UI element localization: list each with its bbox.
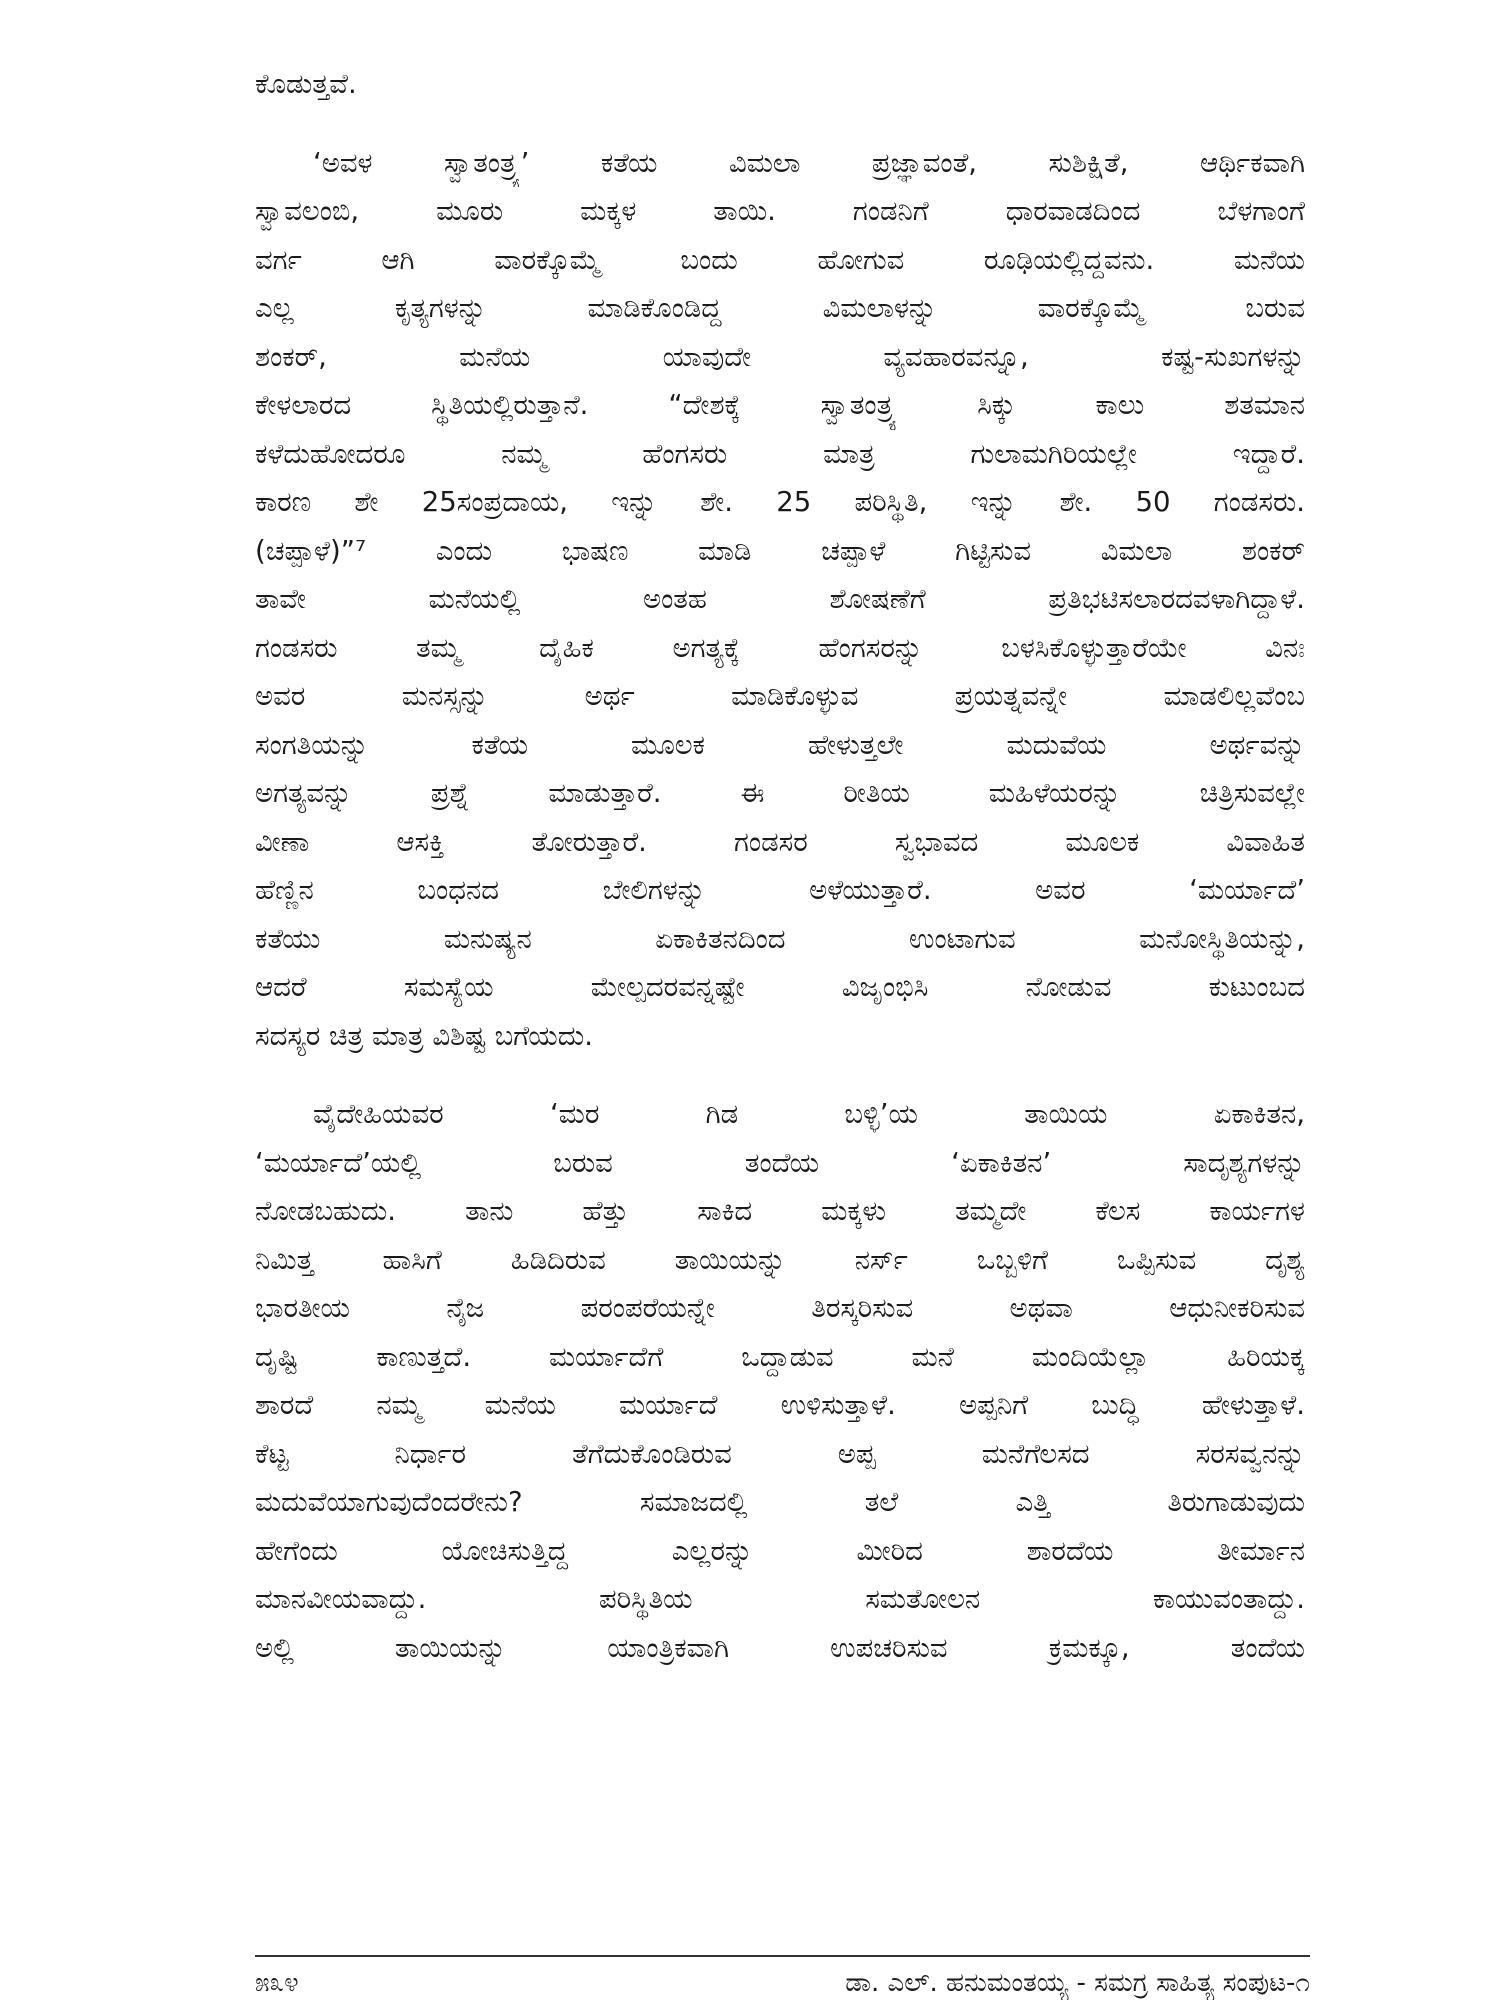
text-line: ಕತೆಯು ಮನುಷ್ಯನ ಏಕಾಕಿತನದಿಂದ ಉಂಟಾಗುವ ಮನೋಸ್ಥಿತಿಯನ್ನು, [255, 922, 1305, 955]
text-line: ಎಲ್ಲ ಕೃತ್ಯಗಳನ್ನು ಮಾಡಿಕೊಂಡಿದ್ದ ವಿಮಲಾಳನ್ನು ವಾರಕ್ಕೊಮ್ಮೆ ಬರುವ [255, 292, 1305, 324]
text-line: ವರ್ಗ ಆಗಿ ವಾರಕ್ಕೊಮ್ಮೆ ಬಂದು ಹೋಗುವ ರೂಢಿಯಲ್ಲಿದ್ದವನು. ಮನೆಯ [255, 243, 1305, 276]
text-line: ಕೇಳಲಾರದ ಸ್ಥಿತಿಯಲ್ಲಿರುತ್ತಾನೆ. “ದೇಶಕ್ಕೆ ಸ್ವಾತಂತ್ರ್ಯ ಸಿಕ್ಕು ಕಾಲು ಶತಮಾನ [255, 389, 1305, 421]
opening-line: ಕೊಡುತ್ತವೆ. [255, 68, 357, 100]
text-line: ಕೆಟ್ಟ ನಿರ್ಧಾರ ತೆಗೆದುಕೊಂಡಿರುವ ಅಪ್ಪ ಮನೆಗೆಲಸದ ಸರಸವ್ವನನ್ನು [255, 1437, 1305, 1470]
text-line: (ಚಪ್ಪಾಳೆ)”⁷ ಎಂದು ಭಾಷಣ ಮಾಡಿ ಚಪ್ಪಾಳೆ ಗಿಟ್ಟಿಸುವ ವಿಮಲಾ ಶಂಕರ್ [255, 534, 1305, 567]
text-line: ದೃಷ್ಟಿ ಕಾಣುತ್ತದೆ. ಮರ್ಯಾದೆಗೆ ಒದ್ದಾಡುವ ಮನೆ ಮಂದಿಯೆಲ್ಲಾ ಹಿರಿಯಕ್ಕ [255, 1340, 1305, 1373]
text-line: ಅವರ ಮನಸ್ಸನ್ನು ಅರ್ಥ ಮಾಡಿಕೊಳ್ಳುವ ಪ್ರಯತ್ನವನ್ನೇ ಮಾಡಲಿಲ್ಲವೆಂಬ [255, 680, 1305, 712]
text-line: ಶಂಕರ್, ಮನೆಯ ಯಾವುದೇ ವ್ಯವಹಾರವನ್ನೂ, ಕಷ್ಟ-ಸುಖಗಳನ್ನು [255, 340, 1305, 373]
text-line: ಹೆಣ್ಣಿನ ಬಂಧನದ ಬೇಲಿಗಳನ್ನು ಅಳೆಯುತ್ತಾರೆ. ಅವರ ‘ಮರ್ಯಾದೆ’ [255, 874, 1305, 906]
text-line: ಸಂಗತಿಯನ್ನು ಕತೆಯ ಮೂಲಕ ಹೇಳುತ್ತಲೇ ಮದುವೆಯ ಅರ್ಥವನ್ನು [255, 728, 1305, 761]
text-line: ‘ಅವಳ ಸ್ವಾತಂತ್ರ್ಯ’ ಕತೆಯ ವಿಮಲಾ ಪ್ರಜ್ಞಾವಂತೆ, ಸುಶಿಕ್ಷಿತೆ, ಆರ್ಥಿಕವಾಗಿ [313, 146, 1305, 179]
text-line: ತಾವೇ ಮನೆಯಲ್ಲಿ ಅಂತಹ ಶೋಷಣೆಗೆ ಪ್ರತಿಭಟಿಸಲಾರದವಳಾಗಿದ್ದಾಳೆ. [255, 583, 1305, 615]
text-line: ಶಾರದೆ ನಮ್ಮ ಮನೆಯ ಮರ್ಯಾದೆ ಉಳಿಸುತ್ತಾಳೆ. ಅಪ್ಪನಿಗೆ ಬುದ್ಧಿ ಹೇಳುತ್ತಾಳೆ. [255, 1389, 1305, 1421]
text-line: ಆದರೆ ಸಮಸ್ಯೆಯ ಮೇಲ್ಪದರವನ್ನಷ್ಟೇ ವಿಜೃಂಭಿಸಿ ನೋಡುವ ಕುಟುಂಬದ [255, 971, 1305, 1003]
text-line: ‘ಮರ್ಯಾದೆ’ಯಲ್ಲಿ ಬರುವ ತಂದೆಯ ‘ಏಕಾಕಿತನ’ ಸಾದೃಶ್ಯಗಳನ್ನು [255, 1146, 1305, 1179]
text-line: ನೋಡಬಹುದು. ತಾನು ಹೆತ್ತು ಸಾಕಿದ ಮಕ್ಕಳು ತಮ್ಮದೇ ಕೆಲಸ ಕಾರ್ಯಗಳ [255, 1195, 1305, 1227]
text-line: ವೀಣಾ ಆಸಕ್ತಿ ತೋರುತ್ತಾರೆ. ಗಂಡಸರ ಸ್ವಭಾವದ ಮೂಲಕ ವಿವಾಹಿತ [255, 825, 1305, 858]
page-body [255, 60, 1305, 1672]
footer-divider [255, 1955, 1310, 1957]
text-line: ವೈದೇಹಿಯವರ ‘ಮರ ಗಿಡ ಬಳ್ಳಿ’ಯ ತಾಯಿಯ ಏಕಾಕಿತನ, [313, 1098, 1305, 1130]
text-line: ಗಂಡಸರು ತಮ್ಮ ದೈಹಿಕ ಅಗತ್ಯಕ್ಕೆ ಹೆಂಗಸರನ್ನು ಬಳಸಿಕೊಳ್ಳುತ್ತಾರೆಯೇ ವಿನಃ [255, 631, 1305, 664]
page-footer [255, 1968, 1310, 1999]
paragraph-1 [255, 139, 1305, 1061]
running-title: ಡಾ. ಎಲ್. ಹನುಮಂತಯ್ಯ - ಸಮಗ್ರ ಸಾಹಿತ್ಯ ಸಂಪುಟ-೧ [845, 1968, 1310, 1998]
text-line: ಸದಸ್ಯರ ಚಿತ್ರ ಮಾತ್ರ ವಿಶಿಷ್ಟ ಬಗೆಯದು. [255, 1019, 593, 1052]
text-line: ಅಗತ್ಯವನ್ನು ಪ್ರಶ್ನೆ ಮಾಡುತ್ತಾರೆ. ಈ ರೀತಿಯ ಮಹಿಳೆಯರನ್ನು ಚಿತ್ರಿಸುವಲ್ಲೇ [255, 777, 1305, 809]
text-line: ಕಾರಣ ಶೇ 25ಸಂಪ್ರದಾಯ, ಇನ್ನು ಶೇ. 25 ಪರಿಸ್ಥಿತಿ, ಇನ್ನು ಶೇ. 50 ಗಂಡಸರು. [255, 486, 1305, 518]
text-line: ಕಳೆದುಹೋದರೂ ನಮ್ಮ ಹೆಂಗಸರು ಮಾತ್ರ ಗುಲಾಮಗಿರಿಯಲ್ಲೇ ಇದ್ದಾರೆ. [255, 437, 1305, 470]
text-line: ಮದುವೆಯಾಗುವುದೆಂದರೇನು? ಸಮಾಜದಲ್ಲಿ ತಲೆ ಎತ್ತಿ ತಿರುಗಾಡುವುದು [255, 1486, 1305, 1518]
page-number: ೫೩೪ [255, 1968, 299, 1998]
text-line: ನಿಮಿತ್ತ ಹಾಸಿಗೆ ಹಿಡಿದಿರುವ ತಾಯಿಯನ್ನು ನರ್ಸ್ ಒಬ್ಬಳಿಗೆ ಒಪ್ಪಿಸುವ ದೃಶ್ಯ [255, 1243, 1305, 1276]
paragraph-2 [255, 1090, 1305, 1672]
text-line: ಸ್ವಾವಲಂಬಿ, ಮೂರು ಮಕ್ಕಳ ತಾಯಿ. ಗಂಡನಿಗೆ ಧಾರವಾಡದಿಂದ ಬೆಳಗಾಂಗೆ [255, 195, 1305, 227]
text-line: ಹೇಗೆಂದು ಯೋಚಿಸುತ್ತಿದ್ದ ಎಲ್ಲರನ್ನು ಮೀರಿದ ಶಾರದೆಯ ತೀರ್ಮಾನ [255, 1534, 1305, 1567]
text-line: ಅಲ್ಲಿ ತಾಯಿಯನ್ನು ಯಾಂತ್ರಿಕವಾಗಿ ಉಪಚರಿಸುವ ಕ್ರಮಕ್ಕೂ, ತಂದೆಯ [255, 1631, 1305, 1664]
text-line: ಭಾರತೀಯ ನೈಜ ಪರಂಪರೆಯನ್ನೇ ತಿರಸ್ಕರಿಸುವ ಅಥವಾ ಆಧುನೀಕರಿಸುವ [255, 1292, 1305, 1324]
text-line: ಮಾನವೀಯವಾದ್ದು. ಪರಿಸ್ಥಿತಿಯ ಸಮತೋಲನ ಕಾಯುವಂತಾದ್ದು. [255, 1583, 1305, 1615]
